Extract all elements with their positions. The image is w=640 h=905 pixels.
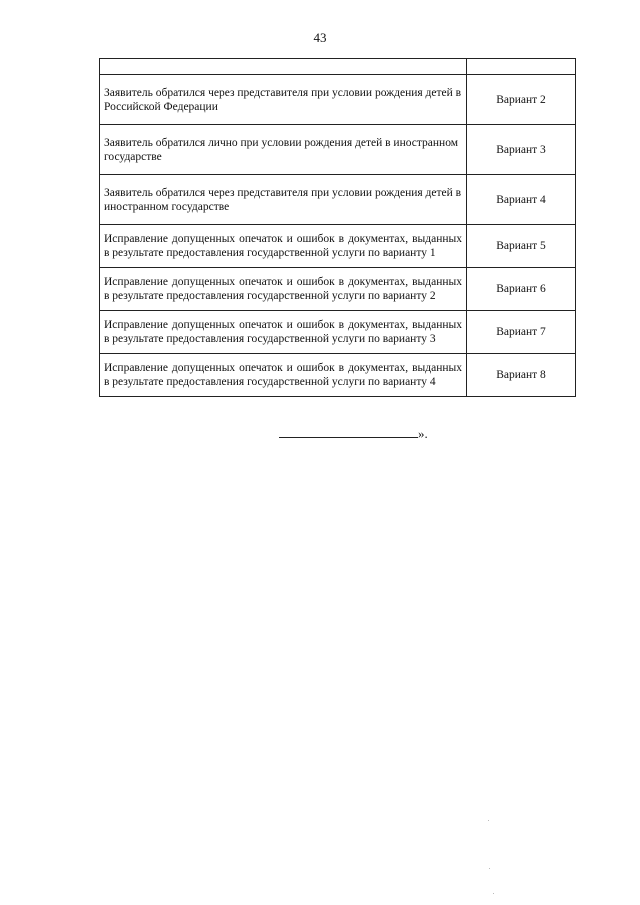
condition-cell: Исправление допущенных опечаток и ошибок в документах, выданных в результате предоставления государственной услуги по варианту 4 [100,354,467,397]
condition-cell: Исправление допущенных опечаток и ошибок в документах, выданных в результате предоставления государственной услуги по варианту 2 [100,268,467,311]
closing-line [279,425,428,442]
variant-cell: Вариант 7 [467,311,576,354]
table-header-cell-condition [100,59,467,75]
table-row [100,354,576,397]
variant-cell: Вариант 6 [467,268,576,311]
table-header-row [100,59,576,75]
condition-cell: Исправление допущенных опечаток и ошибок в документах, выданных в результате предоставления государственной услуги по варианту 3 [100,311,467,354]
condition-cell: Заявитель обратился лично при условии рождения детей в иностранном государстве [100,125,467,175]
table-row [100,268,576,311]
table-row [100,225,576,268]
closing-quote-mark: ». [418,426,428,441]
scan-speck [488,820,489,821]
table-row [100,311,576,354]
condition-cell: Заявитель обратился через представителя при условии рождения детей в Российской Федерации [100,75,467,125]
variants-table [99,58,576,397]
table-row [100,175,576,225]
condition-cell: Заявитель обратился через представителя при условии рождения детей в иностранном государстве [100,175,467,225]
table-row [100,75,576,125]
variant-cell: Вариант 2 [467,75,576,125]
closing-underline [279,425,418,438]
variant-cell: Вариант 8 [467,354,576,397]
table-header-cell-variant [467,59,576,75]
variant-cell: Вариант 4 [467,175,576,225]
scan-speck [493,893,494,894]
variant-cell: Вариант 5 [467,225,576,268]
condition-cell: Исправление допущенных опечаток и ошибок в документах, выданных в результате предоставления государственной услуги по варианту 1 [100,225,467,268]
variant-cell: Вариант 3 [467,125,576,175]
page-number: 43 [313,30,327,45]
scan-speck [489,868,490,869]
table-row [100,125,576,175]
